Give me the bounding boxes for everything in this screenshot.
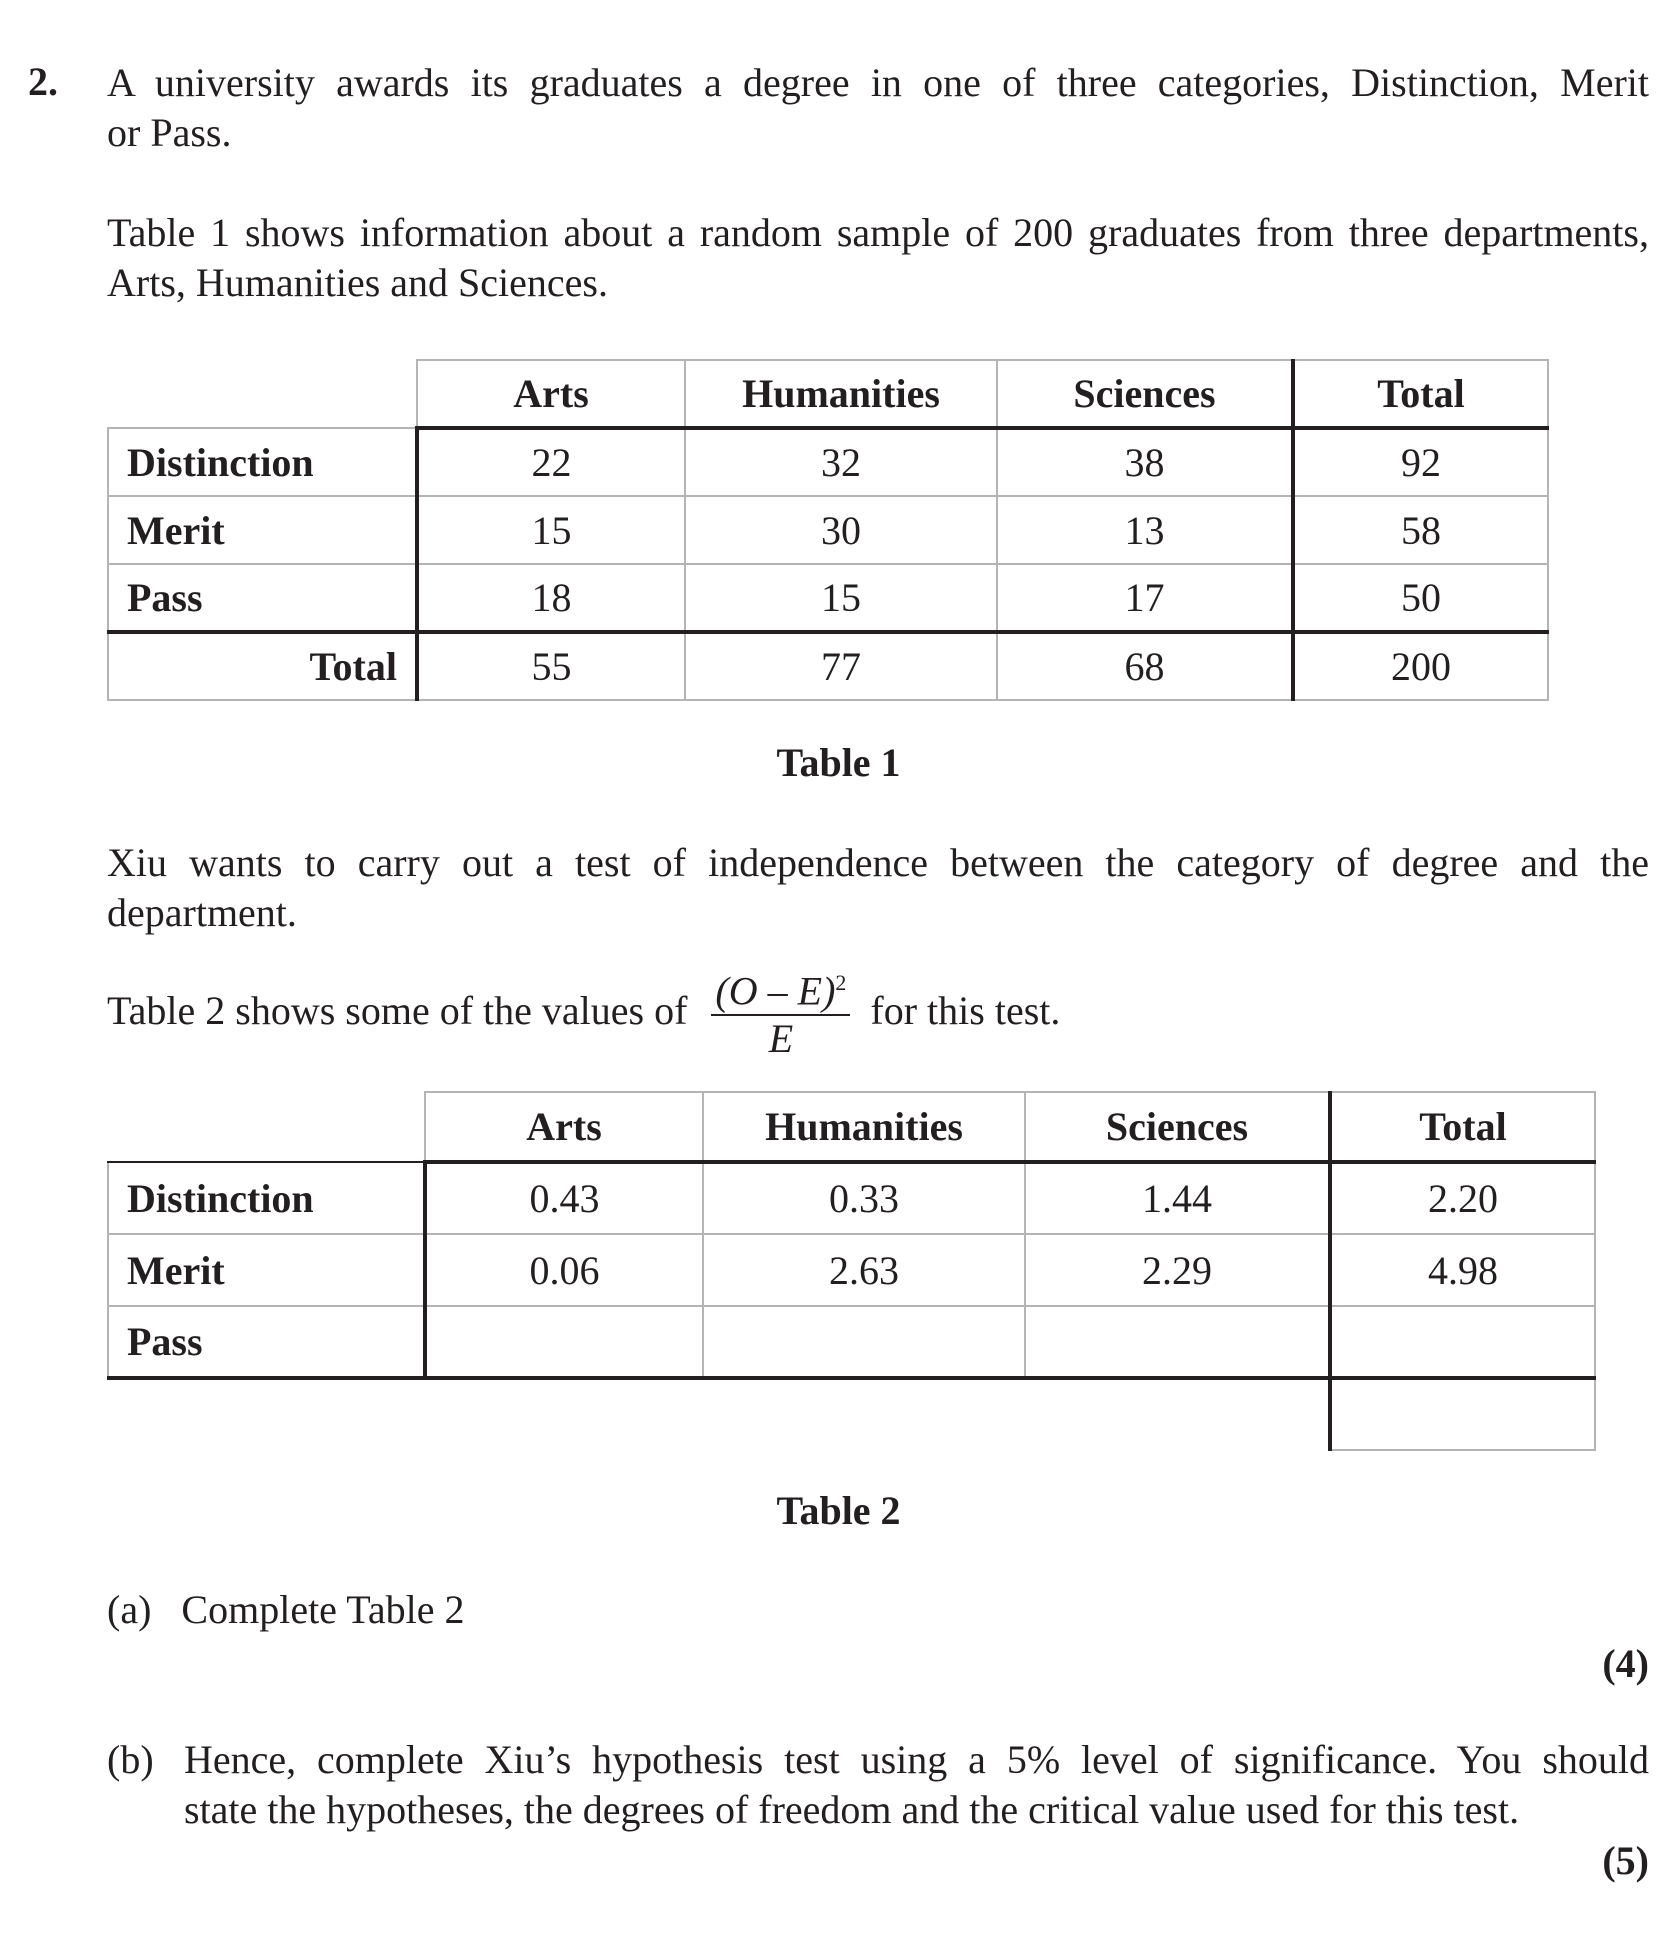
- table2-row-distinction: [108, 1162, 1595, 1234]
- table1-label-distinction: Distinction: [108, 428, 417, 496]
- table2-label-distinction: Distinction: [108, 1162, 425, 1234]
- table-1: [107, 359, 1549, 701]
- table2-desc-before: Table 2 shows some of the values of: [107, 988, 688, 1034]
- table1-row-merit: [108, 496, 1548, 564]
- table1-label-total: Total: [108, 632, 417, 700]
- table1-label-merit: Merit: [108, 496, 417, 564]
- table2-blank-cell: [1330, 1306, 1595, 1378]
- table1-caption: Table 1: [776, 740, 901, 785]
- table2-desc-after: for this test.: [870, 988, 1061, 1034]
- table1-cell: 17: [997, 564, 1293, 632]
- table2-blank-cell: [703, 1306, 1025, 1378]
- xiu-line-2: department.: [107, 890, 297, 935]
- part-a-label: (a): [107, 1587, 152, 1632]
- table2-row-pass: [108, 1306, 1595, 1378]
- xiu-paragraph: [107, 838, 1649, 938]
- table1-cell: 50: [1293, 564, 1548, 632]
- part-b-line-2: state the hypotheses, the degrees of freedom and the critical value used for this test.: [184, 1787, 1520, 1832]
- table2-blank-cell: [425, 1306, 703, 1378]
- part-a-marks: (4): [1602, 1641, 1649, 1686]
- table1-cell: 77: [685, 632, 997, 700]
- table1-cell: 92: [1293, 428, 1548, 496]
- table2-label-merit: Merit: [108, 1234, 425, 1306]
- table2-cell: 0.33: [703, 1162, 1025, 1234]
- chi-squared-formula: [711, 960, 850, 1062]
- part-a-text: Complete Table 2: [181, 1587, 465, 1632]
- table1-corner: [108, 360, 417, 428]
- table1-cell: 15: [417, 496, 685, 564]
- table2-cell: 2.20: [1330, 1162, 1595, 1234]
- table1-cell: 30: [685, 496, 997, 564]
- table-2: [107, 1091, 1596, 1451]
- table1-row-distinction: [108, 428, 1548, 496]
- table1-cell: 15: [685, 564, 997, 632]
- table1-cell: 22: [417, 428, 685, 496]
- table2-empty-space: [108, 1378, 1025, 1450]
- table2-header-arts: Arts: [425, 1092, 703, 1162]
- table2-blank-cell: [1025, 1306, 1330, 1378]
- table1-header-total: Total: [1293, 360, 1548, 428]
- table1-row-total: [108, 632, 1548, 700]
- table1-header-humanities: Humanities: [685, 360, 997, 428]
- table1-row-pass: [108, 564, 1548, 632]
- part-b-line-1: Hence, complete Xiu’s hypothesis test using a 5% level of significance. You should: [184, 1737, 1649, 1782]
- xiu-line-1: Xiu wants to carry out a test of independence between the category of degree and the: [107, 840, 1649, 885]
- table2-caption: Table 2: [776, 1488, 901, 1533]
- table2-header-row: [108, 1092, 1595, 1162]
- table1-header-row: [108, 360, 1548, 428]
- table2-label-pass: Pass: [108, 1306, 425, 1378]
- table1-cell: 200: [1293, 632, 1548, 700]
- table2-header-sciences: Sciences: [1025, 1092, 1330, 1162]
- table2-grand-total-blank: [1330, 1378, 1595, 1450]
- part-b-label: (b): [107, 1737, 154, 1782]
- table1-cell: 32: [685, 428, 997, 496]
- table2-cell: 1.44: [1025, 1162, 1330, 1234]
- intro-line-1: A university awards its graduates a degree in one of three categories, Distinction, Merit: [107, 60, 1649, 105]
- table1-cell: 18: [417, 564, 685, 632]
- table2-cell: 4.98: [1330, 1234, 1595, 1306]
- table2-grand-total-row: [108, 1378, 1595, 1450]
- formula-denominator: E: [768, 1016, 794, 1062]
- question-intro: [107, 58, 1649, 158]
- table2-corner: [108, 1092, 425, 1162]
- part-a: [107, 1585, 464, 1635]
- intro-line-2: or Pass.: [107, 110, 232, 155]
- formula-numerator: (O – E)$^2$: [711, 960, 850, 1016]
- table1-label-pass: Pass: [108, 564, 417, 632]
- table2-cell: 0.06: [425, 1234, 703, 1306]
- table1-header-sciences: Sciences: [997, 360, 1293, 428]
- table1-description: [107, 208, 1649, 308]
- table1-cell: 38: [997, 428, 1293, 496]
- table1-desc-line-2: Arts, Humanities and Sciences.: [107, 260, 608, 305]
- table2-description: [107, 960, 1060, 1062]
- table2-cell: 0.43: [425, 1162, 703, 1234]
- table2-header-total: Total: [1330, 1092, 1595, 1162]
- table1-header-arts: Arts: [417, 360, 685, 428]
- table2-cell: 2.63: [703, 1234, 1025, 1306]
- table1-cell: 68: [997, 632, 1293, 700]
- part-b-marks: (5): [1602, 1838, 1649, 1883]
- part-b-text: [184, 1735, 1649, 1835]
- question-number: 2.: [28, 59, 58, 104]
- table2-header-humanities: Humanities: [703, 1092, 1025, 1162]
- table1-cell: 58: [1293, 496, 1548, 564]
- table2-row-merit: [108, 1234, 1595, 1306]
- table1-cell: 55: [417, 632, 685, 700]
- table1-cell: 13: [997, 496, 1293, 564]
- table2-cell: 2.29: [1025, 1234, 1330, 1306]
- table1-desc-line-1: Table 1 shows information about a random sample of 200 graduates from three departments,: [107, 210, 1649, 255]
- table2-empty-space: [1025, 1378, 1330, 1450]
